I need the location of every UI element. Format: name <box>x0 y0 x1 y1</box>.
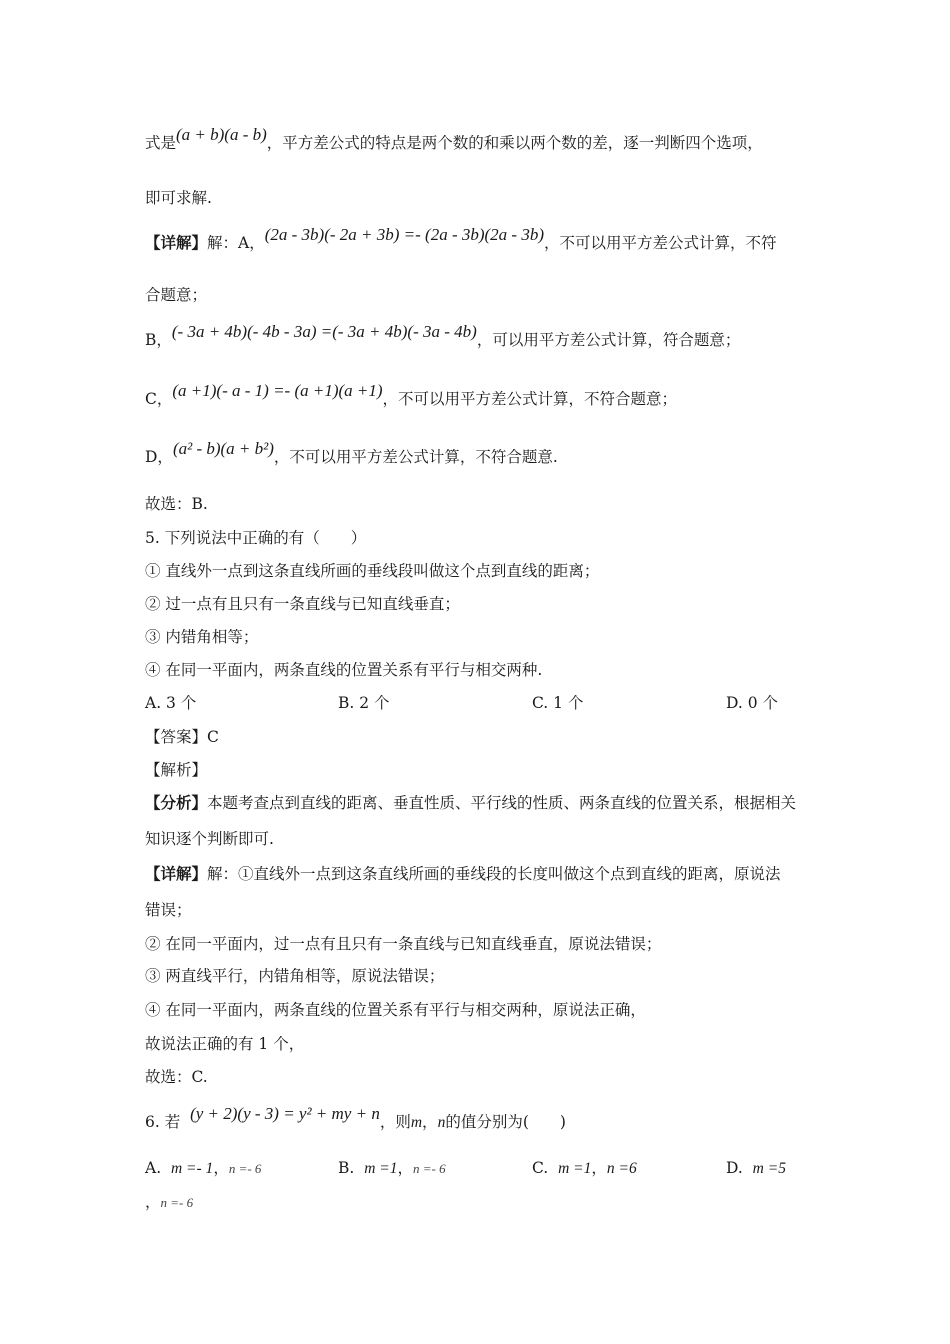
q5-statement-1: ① 直线外一点到这条直线所画的垂线段叫做这个点到直线的距离； <box>145 562 600 580</box>
fenxi-tag: 【分析】 <box>145 793 208 812</box>
q5-detail-4: ④ 在同一平面内，两条直线的位置关系有平行与相交两种，原说法正确， <box>145 1001 646 1019</box>
q5-detail-tag: 【详解】 <box>145 864 208 883</box>
fenxi-text: 本题考查点到直线的距离、垂直性质、平行线的性质、两条直线的位置关系，根据相关 <box>207 794 797 812</box>
q6-option-a: A. m =- 1，n =- 6 <box>145 1159 262 1177</box>
q5-option-b: B. 2 个 <box>338 694 390 712</box>
option-d-label: D， <box>145 448 173 466</box>
intro-pre: 式是 <box>145 134 177 152</box>
q6-formula: (y + 2)(y - 3) = y² + my + n <box>190 1104 380 1123</box>
q6-option-d-cont: ，n =- 6 <box>145 1193 194 1211</box>
option-a-formula: (2a - 3b)(- 2a + 3b) =- (2a - 3b)(2a - 3b) <box>264 225 545 244</box>
q6-option-b-n: n =- 6 <box>412 1161 446 1176</box>
q6-num: 6. 若 <box>145 1113 181 1131</box>
q5-detail-1 <box>145 864 781 884</box>
option-c-formula: (a +1)(- a - 1) =- (a +1)(a +1) <box>172 381 383 400</box>
q4-detail-d <box>145 439 558 467</box>
q6-option-c: C. m =1，n =6 <box>532 1159 637 1177</box>
q5-detail-5: 故说法正确的有 1 个， <box>145 1035 305 1053</box>
detail-lead: 解：A， <box>207 234 265 252</box>
q6-option-a-m: m =- 1 <box>170 1160 214 1177</box>
q6-option-b-m: m =1 <box>364 1160 398 1177</box>
intro-line <box>145 125 763 153</box>
q4-detail-a-cont: 合题意； <box>145 286 208 304</box>
q5-statement-2: ② 过一点有且只有一条直线与已知直线垂直； <box>145 595 460 613</box>
q6-option-d <box>726 1158 786 1179</box>
option-b-formula: (- 3a + 4b)(- 4b - 3a) =(- 3a + 4b)(- 3a - 4b) <box>171 322 477 341</box>
q4-choice: 故选：B. <box>145 495 208 513</box>
option-b-label: B， <box>145 331 172 349</box>
intro-formula: (a + b)(a - b) <box>176 125 267 144</box>
q4-detail-c <box>145 381 678 409</box>
q5-stem: 5. 下列说法中正确的有（ ） <box>145 529 367 547</box>
option-c-label: C， <box>145 390 173 408</box>
option-d-formula: (a² - b)(a + b²) <box>172 439 274 458</box>
q6-mid: ，则 <box>379 1113 411 1131</box>
q5-statement-3: ③ 内错角相等； <box>145 628 259 646</box>
q5-fenxi <box>145 793 796 813</box>
q6-option-b: B. m =1，n =- 6 <box>338 1159 446 1177</box>
q6-option-d-n: n =- 6 <box>160 1195 194 1210</box>
q6-option-c-n: n =6 <box>606 1160 637 1177</box>
option-a-text: ，不可以用平方差公式计算，不符 <box>544 234 777 252</box>
q6-option-b-label: B. <box>338 1159 355 1177</box>
q6-option-c-m: m =1 <box>558 1160 592 1177</box>
q6-var-n: n <box>437 1114 446 1131</box>
detail-tag: 【详解】 <box>145 233 208 252</box>
q5-detail-1-cont: 错误； <box>145 901 192 919</box>
q6-option-d-label: D. <box>726 1159 743 1177</box>
q6-option-a-n: n =- 6 <box>228 1161 262 1176</box>
q5-fenxi-cont: 知识逐个判断即可. <box>145 830 274 848</box>
q5-option-d: D. 0 个 <box>726 694 779 712</box>
option-c-text: ，不可以用平方差公式计算，不符合题意； <box>382 390 678 408</box>
q5-choice: 故选：C. <box>145 1068 208 1086</box>
q6-tail: 的值分别为( ) <box>445 1113 566 1131</box>
q5-analysis-tag: 【解析】 <box>145 761 208 779</box>
q5-detail-2: ② 在同一平面内，过一点有且只有一条直线与已知直线垂直，原说法错误； <box>145 935 662 953</box>
intro-cont: 即可求解. <box>145 189 212 207</box>
q5-detail-1-text: 解：①直线外一点到这条直线所画的垂线段的长度叫做这个点到直线的距离，原说法 <box>207 865 781 883</box>
q5-option-c: C. 1 个 <box>532 694 584 712</box>
q6-option-c-label: C. <box>532 1159 549 1177</box>
option-b-text: ，可以用平方差公式计算，符合题意； <box>476 331 741 349</box>
option-d-text: ，不可以用平方差公式计算，不符合题意. <box>273 448 558 466</box>
q4-detail-b <box>145 322 741 350</box>
q6-sep: ， <box>422 1113 438 1131</box>
q6-option-a-label: A. <box>145 1159 162 1177</box>
intro-post: ，平方差公式的特点是两个数的和乘以两个数的差，逐一判断四个选项， <box>266 134 763 152</box>
q6-option-d-m: m =5 <box>752 1160 786 1177</box>
q5-detail-3: ③ 两直线平行，内错角相等，原说法错误； <box>145 967 445 985</box>
q4-detail-a <box>145 225 777 253</box>
q5-answer: 【答案】C <box>145 728 219 746</box>
q6-var-m: m <box>410 1114 423 1131</box>
q6-stem <box>145 1104 566 1133</box>
q5-statement-4: ④ 在同一平面内，两条直线的位置关系有平行与相交两种. <box>145 661 543 679</box>
q5-option-a: A. 3 个 <box>145 694 197 712</box>
